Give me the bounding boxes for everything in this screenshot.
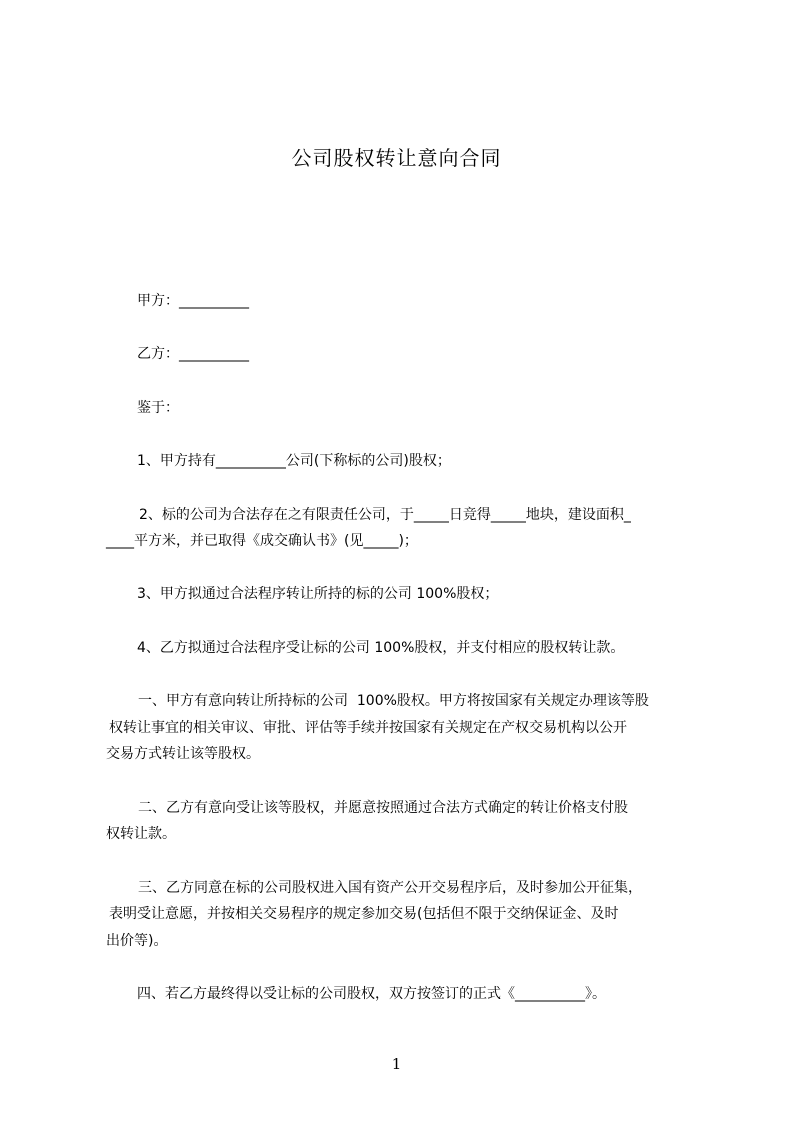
recital-1: 1、甲方持有__________公司(下称标的公司)股权； xyxy=(137,453,451,469)
clause-1-line-3: 交易方式转让该等股权。 xyxy=(106,746,260,762)
clause-1-line-1: 一、甲方有意向转让所持标的公司 100%股权。甲方将按国家有关规定办理该等股 xyxy=(138,693,649,709)
clause-1-line-2: 权转让事宜的相关审议、审批、评估等手续并按国家有关规定在产权交易机构以公开 xyxy=(109,720,627,736)
page-number: 1 xyxy=(391,1055,402,1073)
clause-2-line-2: 权转让款。 xyxy=(106,826,176,842)
document-title: 公司股权转让意向合同 xyxy=(291,146,502,170)
clause-4: 四、若乙方最终得以受让标的公司股权，双方按签订的正式《__________》。 xyxy=(137,986,606,1002)
recital-2-line-1: 2、标的公司为合法存在之有限责任公司，于_____日竞得_____地块，建设面积_ xyxy=(139,507,631,523)
recital-3: 3、甲方拟通过合法程序转让所持的标的公司 100%股权； xyxy=(137,586,499,602)
clause-2-line-1: 二、乙方有意向受让该等股权，并愿意按照通过合法方式确定的转让价格支付股 xyxy=(138,800,628,816)
whereas-heading: 鉴于： xyxy=(137,400,179,416)
recital-2-line-2: ____平方米，并已取得《成交确认书》(见_____)； xyxy=(106,533,418,549)
clause-3-line-2: 表明受让意愿，并按相关交易程序的规定参加交易(包括但不限于交纳保证金、及时 xyxy=(109,906,619,922)
party-a-line: 甲方：__________ xyxy=(137,293,249,309)
recital-4: 4、乙方拟通过合法程序受让标的公司 100%股权，并支付相应的股权转让款。 xyxy=(137,640,625,656)
clause-3-line-1: 三、乙方同意在标的公司股权进入国有资产公开交易程序后，及时参加公开征集， xyxy=(138,880,642,896)
party-b-line: 乙方：__________ xyxy=(137,346,249,362)
clause-3-line-3: 出价等)。 xyxy=(106,933,168,949)
